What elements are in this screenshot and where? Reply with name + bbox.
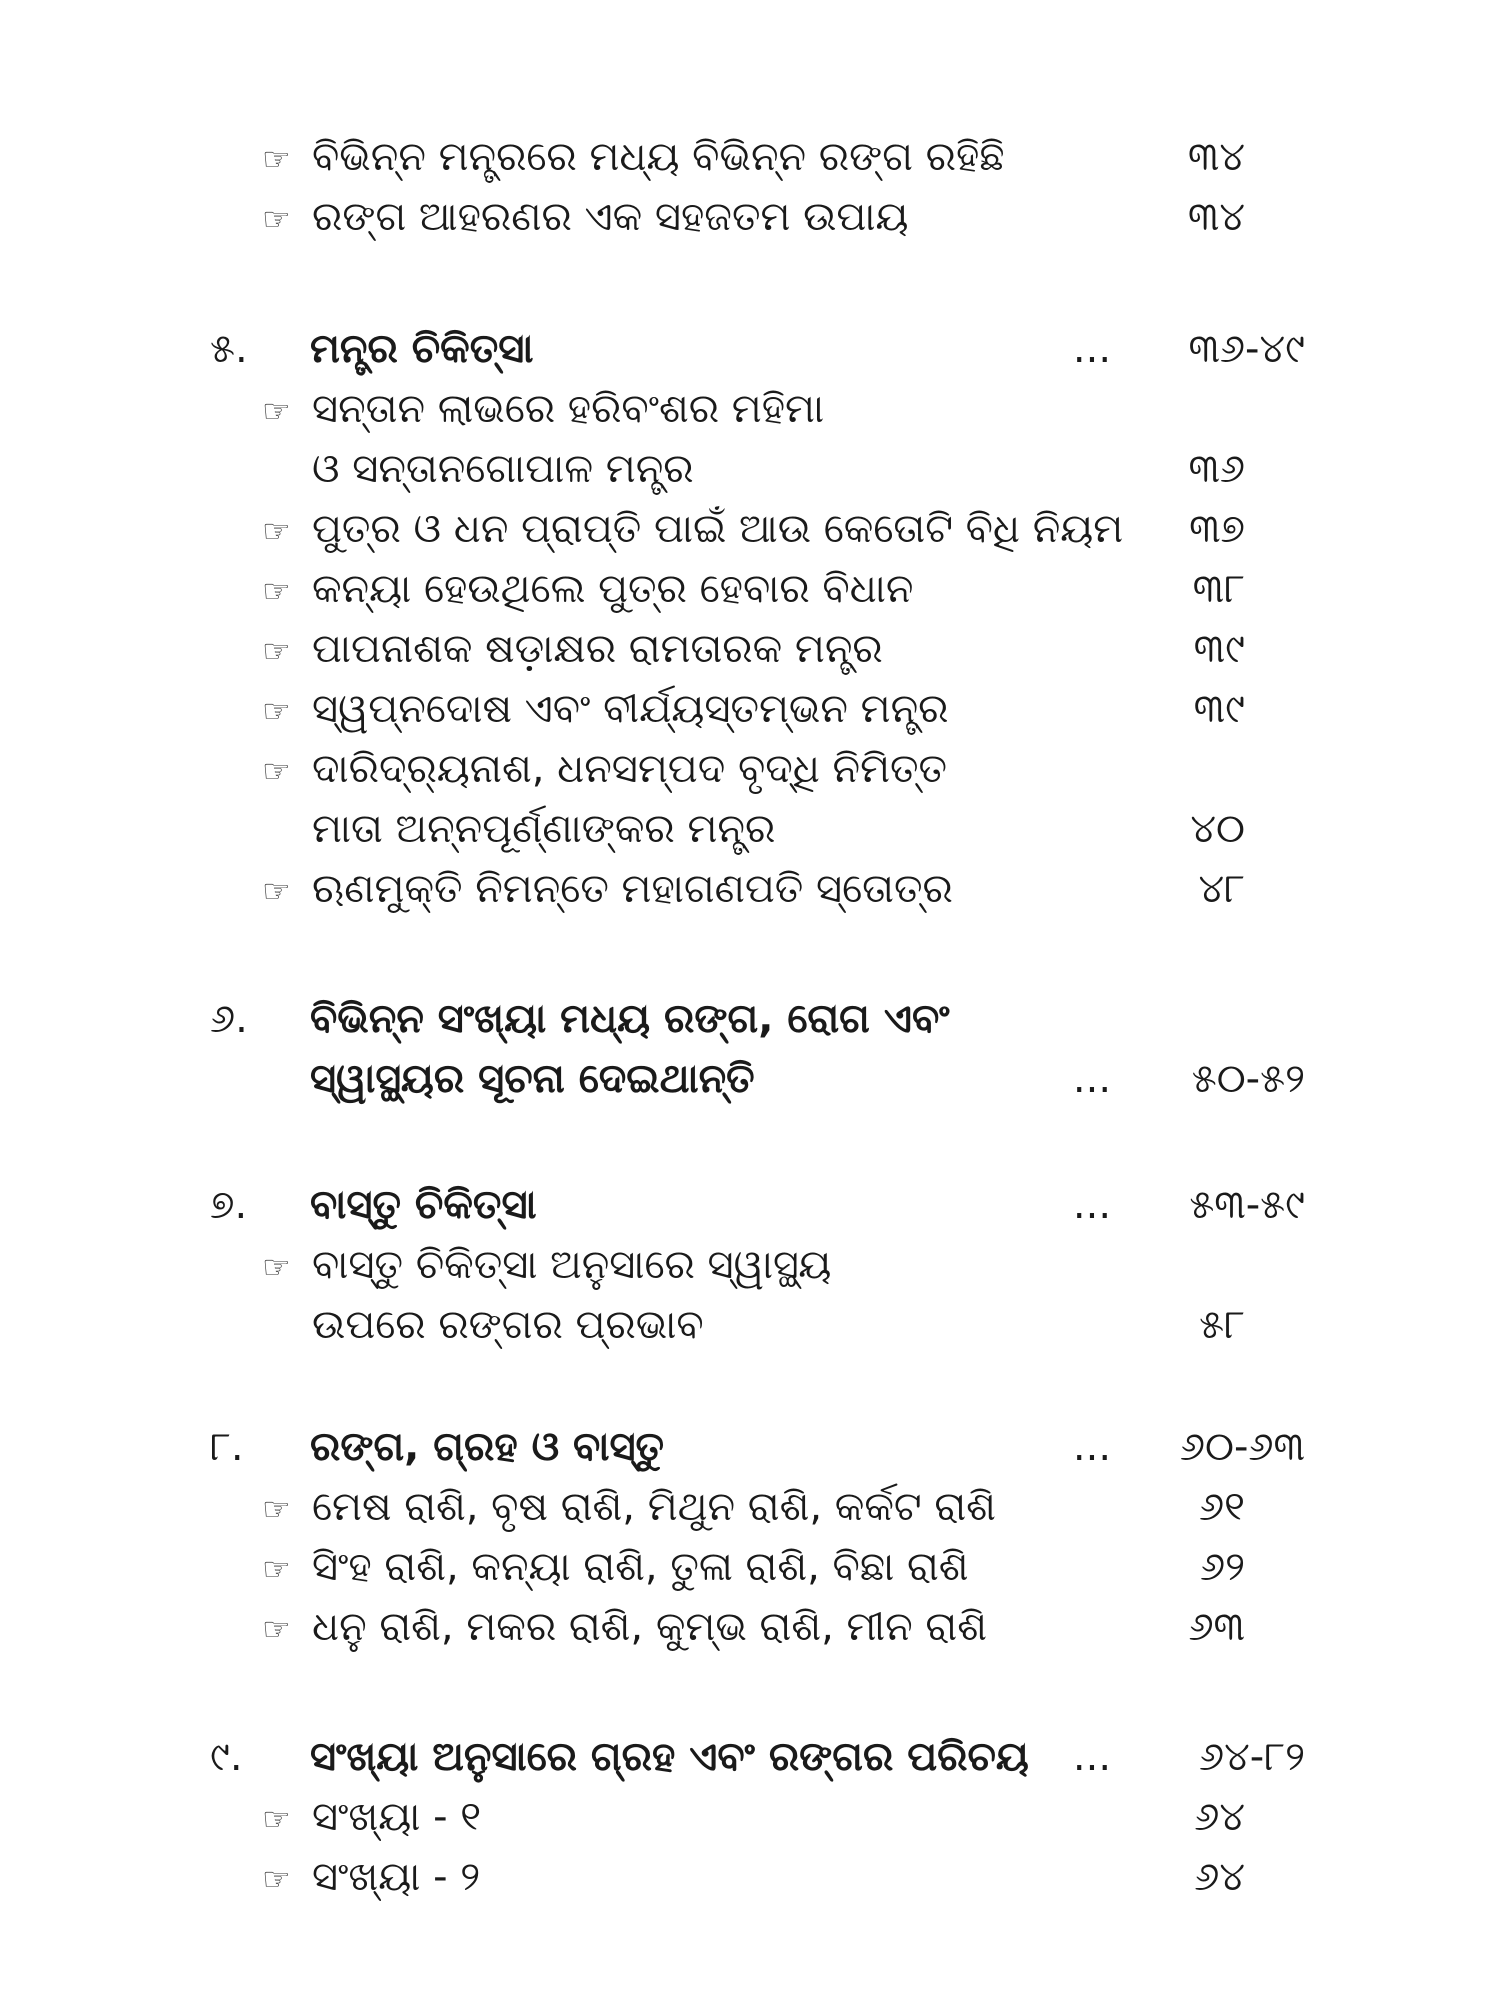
toc-entry: [262, 380, 824, 438]
page-number: ୬୧: [1199, 1484, 1245, 1530]
pointing-hand-icon: ☞: [262, 392, 291, 430]
toc-entry: [262, 1478, 996, 1536]
chapter-title: ବାସ୍ତୁ ଚିକିତ୍ସା: [310, 1182, 537, 1228]
toc-entry: [262, 620, 883, 678]
entry-text: କନ୍ୟା ହେଉଥିଲେ ପୁତ୍ର ହେବାର ବିଧାନ: [312, 566, 914, 612]
leader-dots: ...: [1072, 326, 1112, 372]
toc-entry: [262, 560, 913, 618]
leader-dots: ...: [1072, 1424, 1112, 1470]
toc-entry: [262, 860, 953, 918]
entry-continuation: ଓ ସନ୍ତାନଗୋପାଳ ମନ୍ତ୍ର: [312, 446, 694, 492]
pointing-hand-icon: ☞: [262, 140, 291, 178]
pointing-hand-icon: ☞: [262, 692, 291, 730]
toc-entry: [262, 1788, 481, 1846]
toc-entry: [262, 1598, 987, 1656]
pointing-hand-icon: ☞: [262, 872, 291, 910]
entry-text: ବିଭିନ୍ନ ମନ୍ତ୍ରରେ ମଧ୍ୟ ବିଭିନ୍ନ ରଙ୍ଗ ରହିଛି: [312, 134, 1005, 180]
chapter-title: ସଂଖ୍ୟା ଅନୁସାରେ ଗ୍ରହ ଏବଂ ରଙ୍ଗର ପରିଚୟ: [310, 1734, 1029, 1780]
chapter-number: ୫.: [210, 326, 248, 372]
leader-dots: ...: [1072, 1734, 1112, 1780]
chapter-title: ମନ୍ତ୍ର ଚିକିତ୍ସା: [310, 326, 534, 372]
pointing-hand-icon: ☞: [262, 1800, 291, 1838]
entry-text: ସନ୍ତାନ ଲାଭରେ ହରିବଂଶର ମହିମା: [312, 386, 825, 432]
page-number: ୩୬: [1188, 446, 1245, 492]
entry-text: ସ୍ୱପ୍ନଦୋଷ ଏବଂ ବୀର୍ଯ୍ୟସ୍ତମ୍ଭନ ମନ୍ତ୍ର: [312, 686, 949, 732]
page-number: ୫୮: [1199, 1302, 1245, 1348]
toc-entry: [262, 500, 1123, 558]
entry-text: ଧନୁ ରାଶି, ମକର ରାଶି, କୁମ୍ଭ ରାଶି, ମୀନ ରାଶି: [312, 1604, 987, 1650]
pointing-hand-icon: ☞: [262, 1550, 291, 1588]
pointing-hand-icon: ☞: [262, 1860, 291, 1898]
entry-text: ମେଷ ରାଶି, ବୃଷ ରାଶି, ମିଥୁନ ରାଶି, କର୍କଟ ରାଶି: [312, 1484, 996, 1530]
entry-text: ବାସ୍ତୁ ଚିକିତ୍ସା ଅନୁସାରେ ସ୍ୱାସ୍ଥ୍ୟ: [312, 1242, 832, 1288]
pointing-hand-icon: ☞: [262, 632, 291, 670]
page-number: ୬୪: [1194, 1794, 1245, 1840]
entry-text: ସିଂହ ରାଶି, କନ୍ୟା ରାଶି, ତୁଳା ରାଶି, ବିଛା ରାଶି: [312, 1544, 969, 1590]
toc-entry: [262, 680, 948, 738]
chapter-number: ୯.: [210, 1734, 243, 1780]
leader-dots: ...: [1072, 1182, 1112, 1228]
page-range: ୩୬-୪୯: [1188, 326, 1305, 372]
page-number: ୬୨: [1199, 1544, 1245, 1590]
entry-text: ସଂଖ୍ୟା - ୨: [312, 1854, 481, 1900]
page-range: ୬୦-୬୩: [1179, 1424, 1305, 1470]
page-range: ୬୪-୮୨: [1199, 1734, 1305, 1780]
toc-entry: [262, 740, 947, 798]
entry-text: ରଙ୍ଗ ଆହରଣର ଏକ ସହଜତମ ଉପାୟ: [312, 194, 909, 240]
pointing-hand-icon: ☞: [262, 1490, 291, 1528]
entry-text: ପାପନାଶକ ଷଡ଼ାକ୍ଷର ରାମତାରକ ମନ୍ତ୍ର: [312, 626, 883, 672]
chapter-title: ବିଭିନ୍ନ ସଂଖ୍ୟା ମଧ୍ୟ ରଙ୍ଗ, ରୋଗ ଏବଂ: [310, 996, 950, 1042]
entry-text: ଦାରିଦ୍ର୍ୟନାଶ, ଧନସମ୍ପଦ ବୃଦ୍ଧି ନିମିତ୍ତ: [312, 746, 948, 792]
pointing-hand-icon: ☞: [262, 572, 291, 610]
toc-entry: [262, 188, 908, 246]
page-number: ୪୦: [1190, 806, 1245, 852]
page-number: ୩୯: [1193, 686, 1245, 732]
leader-dots: ...: [1072, 1056, 1112, 1102]
chapter-title-continuation: ସ୍ୱାସ୍ଥ୍ୟର ସୂଚନା ଦେଇଥାନ୍ତି: [310, 1056, 755, 1102]
pointing-hand-icon: ☞: [262, 512, 291, 550]
toc-entry: [262, 1236, 831, 1294]
page-number: ୬୪: [1194, 1854, 1245, 1900]
toc-entry: [262, 1538, 969, 1596]
pointing-hand-icon: ☞: [262, 1610, 291, 1648]
pointing-hand-icon: ☞: [262, 200, 291, 238]
page-number: ୩୭: [1189, 506, 1245, 552]
entry-text: ଋଣମୁକ୍ତି ନିମନ୍ତେ ମହାଗଣପତି ସ୍ତୋତ୍ର: [312, 866, 953, 912]
entry-continuation: ଉପରେ ରଙ୍ଗର ପ୍ରଭାବ: [312, 1302, 704, 1348]
page-number: ୩୮: [1192, 566, 1245, 612]
page-number: ୩୪: [1187, 134, 1245, 180]
page-number: ୩୪: [1187, 194, 1245, 240]
chapter-number: ୭.: [210, 1182, 248, 1228]
page-range: ୫୩-୫୯: [1189, 1182, 1305, 1228]
chapter-number: ୬.: [210, 996, 248, 1042]
page-range: ୫୦-୫୨: [1191, 1056, 1305, 1102]
chapter-number: ୮.: [210, 1424, 244, 1470]
entry-continuation: ମାତା ଅନ୍ନପୂର୍ଣ୍ଣାଙ୍କର ମନ୍ତ୍ର: [312, 806, 776, 852]
toc-entry: [262, 128, 1005, 186]
chapter-title: ରଙ୍ଗ, ଗ୍ରହ ଓ ବାସ୍ତୁ: [310, 1424, 665, 1470]
entry-text: ସଂଖ୍ୟା - ୧: [312, 1794, 482, 1840]
toc-entry: [262, 1848, 480, 1906]
page-number: ୬୩: [1188, 1604, 1245, 1650]
page-number: ୩୯: [1193, 626, 1245, 672]
page-number: ୪୮: [1198, 866, 1245, 912]
pointing-hand-icon: ☞: [262, 752, 291, 790]
pointing-hand-icon: ☞: [262, 1248, 291, 1286]
entry-text: ପୁତ୍ର ଓ ଧନ ପ୍ରାପ୍ତି ପାଇଁ ଆଉ କେତୋଟି ବିଧି ନିୟମ: [312, 506, 1124, 552]
